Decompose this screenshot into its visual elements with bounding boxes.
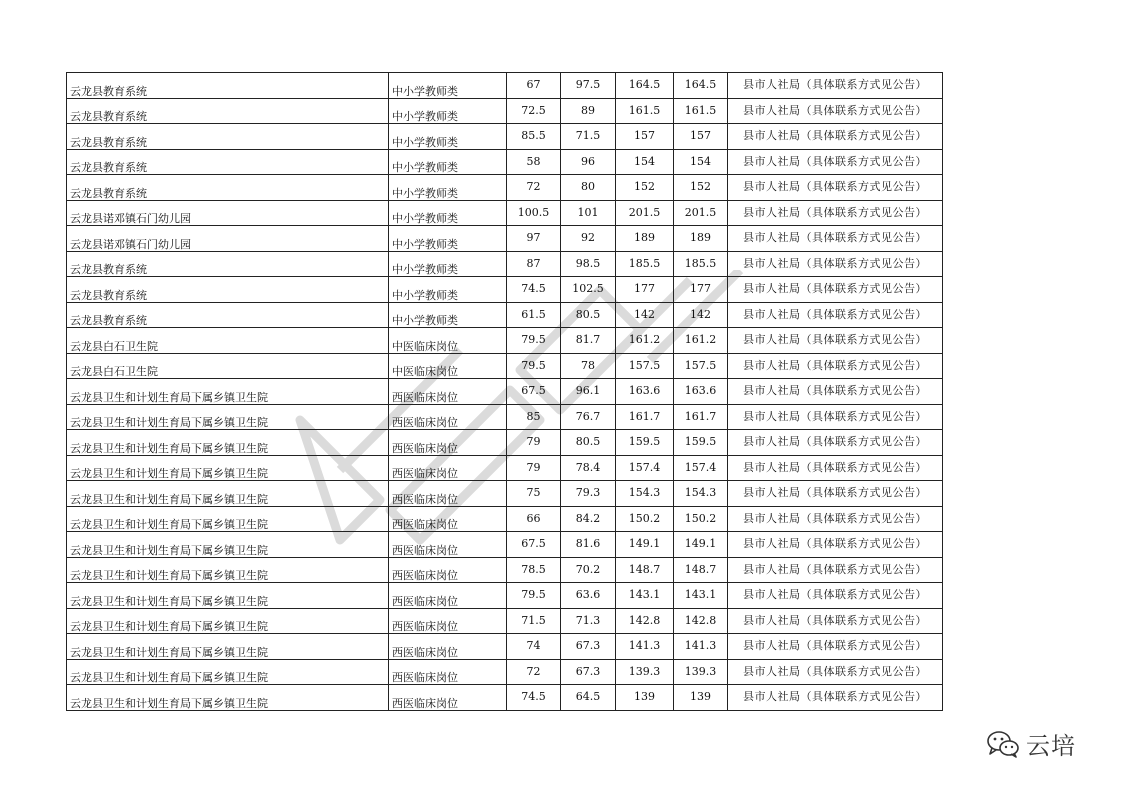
score-3-cell: 161.2 (616, 328, 674, 354)
score-2-cell: 96.1 (561, 379, 616, 405)
contact-note-cell: 县市人社局（具体联系方式见公告） (728, 532, 943, 558)
score-3-cell: 177 (616, 277, 674, 303)
score-1-cell: 72 (507, 659, 561, 685)
contact-note-cell: 县市人社局（具体联系方式见公告） (728, 659, 943, 685)
table-row (67, 73, 943, 99)
table-row (67, 583, 943, 609)
score-3-cell: 142.8 (616, 608, 674, 634)
score-1-cell: 72 (507, 175, 561, 201)
score-3-cell: 143.1 (616, 583, 674, 609)
table-row (67, 175, 943, 201)
unit-cell: 云龙县诺邓镇石门幼儿园 (67, 200, 389, 226)
score-4-cell: 142 (674, 302, 728, 328)
score-1-cell: 58 (507, 149, 561, 175)
score-2-cell: 64.5 (561, 685, 616, 711)
score-3-cell: 149.1 (616, 532, 674, 558)
table-row (67, 685, 943, 711)
score-4-cell: 161.2 (674, 328, 728, 354)
score-1-cell: 74.5 (507, 685, 561, 711)
contact-note-cell: 县市人社局（具体联系方式见公告） (728, 430, 943, 456)
score-3-cell: 148.7 (616, 557, 674, 583)
unit-cell: 云龙县卫生和计划生育局下属乡镇卫生院 (67, 506, 389, 532)
contact-note-cell: 县市人社局（具体联系方式见公告） (728, 277, 943, 303)
score-4-cell: 185.5 (674, 251, 728, 277)
position-cell: 中小学教师类 (389, 251, 507, 277)
score-2-cell: 98.5 (561, 251, 616, 277)
score-3-cell: 152 (616, 175, 674, 201)
score-1-cell: 79 (507, 430, 561, 456)
contact-note-cell: 县市人社局（具体联系方式见公告） (728, 506, 943, 532)
score-3-cell: 159.5 (616, 430, 674, 456)
unit-cell: 云龙县教育系统 (67, 98, 389, 124)
table-row (67, 634, 943, 660)
score-3-cell: 189 (616, 226, 674, 252)
score-3-cell: 142 (616, 302, 674, 328)
score-2-cell: 96 (561, 149, 616, 175)
score-1-cell: 75 (507, 481, 561, 507)
score-3-cell: 139 (616, 685, 674, 711)
position-cell: 西医临床岗位 (389, 583, 507, 609)
score-1-cell: 67.5 (507, 532, 561, 558)
wechat-icon (986, 729, 1020, 759)
score-4-cell: 189 (674, 226, 728, 252)
unit-cell: 云龙县卫生和计划生育局下属乡镇卫生院 (67, 659, 389, 685)
score-1-cell: 87 (507, 251, 561, 277)
score-1-cell: 74.5 (507, 277, 561, 303)
unit-cell: 云龙县诺邓镇石门幼儿园 (67, 226, 389, 252)
score-4-cell: 201.5 (674, 200, 728, 226)
position-cell: 中小学教师类 (389, 73, 507, 99)
results-table-body (67, 73, 943, 711)
score-1-cell: 79.5 (507, 328, 561, 354)
table-row (67, 481, 943, 507)
table-row (67, 302, 943, 328)
score-4-cell: 164.5 (674, 73, 728, 99)
score-4-cell: 161.5 (674, 98, 728, 124)
unit-cell: 云龙县教育系统 (67, 277, 389, 303)
unit-cell: 云龙县卫生和计划生育局下属乡镇卫生院 (67, 455, 389, 481)
score-3-cell: 164.5 (616, 73, 674, 99)
position-cell: 中小学教师类 (389, 124, 507, 150)
score-2-cell: 84.2 (561, 506, 616, 532)
score-2-cell: 78 (561, 353, 616, 379)
contact-note-cell: 县市人社局（具体联系方式见公告） (728, 149, 943, 175)
score-2-cell: 101 (561, 200, 616, 226)
score-2-cell: 80.5 (561, 430, 616, 456)
score-1-cell: 72.5 (507, 98, 561, 124)
score-3-cell: 161.5 (616, 98, 674, 124)
table-row (67, 557, 943, 583)
score-1-cell: 78.5 (507, 557, 561, 583)
table-row (67, 200, 943, 226)
contact-note-cell: 县市人社局（具体联系方式见公告） (728, 481, 943, 507)
score-4-cell: 154.3 (674, 481, 728, 507)
unit-cell: 云龙县卫生和计划生育局下属乡镇卫生院 (67, 608, 389, 634)
score-2-cell: 102.5 (561, 277, 616, 303)
score-4-cell: 152 (674, 175, 728, 201)
position-cell: 中小学教师类 (389, 277, 507, 303)
contact-note-cell: 县市人社局（具体联系方式见公告） (728, 302, 943, 328)
table-row (67, 608, 943, 634)
contact-note-cell: 县市人社局（具体联系方式见公告） (728, 685, 943, 711)
score-2-cell: 81.6 (561, 532, 616, 558)
table-row (67, 124, 943, 150)
score-3-cell: 163.6 (616, 379, 674, 405)
unit-cell: 云龙县卫生和计划生育局下属乡镇卫生院 (67, 379, 389, 405)
score-1-cell: 85 (507, 404, 561, 430)
contact-note-cell: 县市人社局（具体联系方式见公告） (728, 583, 943, 609)
position-cell: 西医临床岗位 (389, 404, 507, 430)
score-2-cell: 78.4 (561, 455, 616, 481)
score-4-cell: 157.5 (674, 353, 728, 379)
table-row (67, 353, 943, 379)
table-row (67, 455, 943, 481)
score-4-cell: 139 (674, 685, 728, 711)
unit-cell: 云龙县教育系统 (67, 175, 389, 201)
score-4-cell: 161.7 (674, 404, 728, 430)
unit-cell: 云龙县教育系统 (67, 124, 389, 150)
score-4-cell: 141.3 (674, 634, 728, 660)
score-1-cell: 79.5 (507, 353, 561, 379)
contact-note-cell: 县市人社局（具体联系方式见公告） (728, 73, 943, 99)
score-2-cell: 80.5 (561, 302, 616, 328)
score-3-cell: 161.7 (616, 404, 674, 430)
score-1-cell: 79.5 (507, 583, 561, 609)
score-3-cell: 154.3 (616, 481, 674, 507)
score-3-cell: 157.4 (616, 455, 674, 481)
table-row (67, 659, 943, 685)
unit-cell: 云龙县白石卫生院 (67, 353, 389, 379)
position-cell: 中小学教师类 (389, 98, 507, 124)
score-2-cell: 97.5 (561, 73, 616, 99)
results-table (66, 72, 943, 711)
table-row (67, 226, 943, 252)
score-1-cell: 66 (507, 506, 561, 532)
unit-cell: 云龙县卫生和计划生育局下属乡镇卫生院 (67, 685, 389, 711)
table-row (67, 251, 943, 277)
score-4-cell: 157 (674, 124, 728, 150)
brand-logo (986, 726, 1076, 761)
score-2-cell: 71.3 (561, 608, 616, 634)
table-row (67, 532, 943, 558)
score-1-cell: 74 (507, 634, 561, 660)
score-4-cell: 150.2 (674, 506, 728, 532)
score-1-cell: 67.5 (507, 379, 561, 405)
score-4-cell: 142.8 (674, 608, 728, 634)
table-row (67, 379, 943, 405)
position-cell: 中医临床岗位 (389, 353, 507, 379)
table-row (67, 328, 943, 354)
unit-cell: 云龙县卫生和计划生育局下属乡镇卫生院 (67, 430, 389, 456)
table-row (67, 149, 943, 175)
score-4-cell: 159.5 (674, 430, 728, 456)
score-2-cell: 70.2 (561, 557, 616, 583)
score-4-cell: 157.4 (674, 455, 728, 481)
position-cell: 中小学教师类 (389, 175, 507, 201)
contact-note-cell: 县市人社局（具体联系方式见公告） (728, 98, 943, 124)
score-3-cell: 157.5 (616, 353, 674, 379)
contact-note-cell: 县市人社局（具体联系方式见公告） (728, 175, 943, 201)
unit-cell: 云龙县教育系统 (67, 251, 389, 277)
contact-note-cell: 县市人社局（具体联系方式见公告） (728, 226, 943, 252)
score-2-cell: 71.5 (561, 124, 616, 150)
brand-logo-text: 云培 (1026, 732, 1076, 760)
score-1-cell: 85.5 (507, 124, 561, 150)
unit-cell: 云龙县卫生和计划生育局下属乡镇卫生院 (67, 557, 389, 583)
score-2-cell: 67.3 (561, 659, 616, 685)
score-4-cell: 143.1 (674, 583, 728, 609)
unit-cell: 云龙县教育系统 (67, 73, 389, 99)
score-4-cell: 154 (674, 149, 728, 175)
score-4-cell: 148.7 (674, 557, 728, 583)
unit-cell: 云龙县卫生和计划生育局下属乡镇卫生院 (67, 583, 389, 609)
position-cell: 西医临床岗位 (389, 481, 507, 507)
score-2-cell: 63.6 (561, 583, 616, 609)
contact-note-cell: 县市人社局（具体联系方式见公告） (728, 200, 943, 226)
contact-note-cell: 县市人社局（具体联系方式见公告） (728, 557, 943, 583)
score-3-cell: 154 (616, 149, 674, 175)
position-cell: 西医临床岗位 (389, 506, 507, 532)
unit-cell: 云龙县白石卫生院 (67, 328, 389, 354)
table-row (67, 98, 943, 124)
position-cell: 中小学教师类 (389, 200, 507, 226)
position-cell: 西医临床岗位 (389, 659, 507, 685)
table-row (67, 404, 943, 430)
contact-note-cell: 县市人社局（具体联系方式见公告） (728, 634, 943, 660)
score-2-cell: 89 (561, 98, 616, 124)
position-cell: 中小学教师类 (389, 149, 507, 175)
position-cell: 西医临床岗位 (389, 532, 507, 558)
score-2-cell: 76.7 (561, 404, 616, 430)
score-4-cell: 177 (674, 277, 728, 303)
score-3-cell: 157 (616, 124, 674, 150)
score-2-cell: 81.7 (561, 328, 616, 354)
contact-note-cell: 县市人社局（具体联系方式见公告） (728, 353, 943, 379)
score-1-cell: 100.5 (507, 200, 561, 226)
score-2-cell: 80 (561, 175, 616, 201)
position-cell: 中医临床岗位 (389, 328, 507, 354)
score-1-cell: 97 (507, 226, 561, 252)
unit-cell: 云龙县教育系统 (67, 149, 389, 175)
position-cell: 中小学教师类 (389, 226, 507, 252)
table-row (67, 277, 943, 303)
contact-note-cell: 县市人社局（具体联系方式见公告） (728, 379, 943, 405)
score-3-cell: 201.5 (616, 200, 674, 226)
position-cell: 中小学教师类 (389, 302, 507, 328)
unit-cell: 云龙县卫生和计划生育局下属乡镇卫生院 (67, 634, 389, 660)
contact-note-cell: 县市人社局（具体联系方式见公告） (728, 455, 943, 481)
contact-note-cell: 县市人社局（具体联系方式见公告） (728, 124, 943, 150)
score-3-cell: 141.3 (616, 634, 674, 660)
position-cell: 西医临床岗位 (389, 557, 507, 583)
score-4-cell: 163.6 (674, 379, 728, 405)
table-row (67, 506, 943, 532)
score-3-cell: 150.2 (616, 506, 674, 532)
unit-cell: 云龙县卫生和计划生育局下属乡镇卫生院 (67, 532, 389, 558)
position-cell: 西医临床岗位 (389, 685, 507, 711)
position-cell: 西医临床岗位 (389, 634, 507, 660)
unit-cell: 云龙县卫生和计划生育局下属乡镇卫生院 (67, 404, 389, 430)
score-2-cell: 79.3 (561, 481, 616, 507)
unit-cell: 云龙县教育系统 (67, 302, 389, 328)
score-3-cell: 139.3 (616, 659, 674, 685)
contact-note-cell: 县市人社局（具体联系方式见公告） (728, 251, 943, 277)
position-cell: 西医临床岗位 (389, 455, 507, 481)
score-1-cell: 79 (507, 455, 561, 481)
score-2-cell: 67.3 (561, 634, 616, 660)
score-1-cell: 71.5 (507, 608, 561, 634)
table-row (67, 430, 943, 456)
contact-note-cell: 县市人社局（具体联系方式见公告） (728, 608, 943, 634)
position-cell: 西医临床岗位 (389, 608, 507, 634)
contact-note-cell: 县市人社局（具体联系方式见公告） (728, 328, 943, 354)
score-3-cell: 185.5 (616, 251, 674, 277)
unit-cell: 云龙县卫生和计划生育局下属乡镇卫生院 (67, 481, 389, 507)
contact-note-cell: 县市人社局（具体联系方式见公告） (728, 404, 943, 430)
score-4-cell: 149.1 (674, 532, 728, 558)
position-cell: 西医临床岗位 (389, 430, 507, 456)
score-4-cell: 139.3 (674, 659, 728, 685)
position-cell: 西医临床岗位 (389, 379, 507, 405)
score-1-cell: 67 (507, 73, 561, 99)
score-2-cell: 92 (561, 226, 616, 252)
score-1-cell: 61.5 (507, 302, 561, 328)
